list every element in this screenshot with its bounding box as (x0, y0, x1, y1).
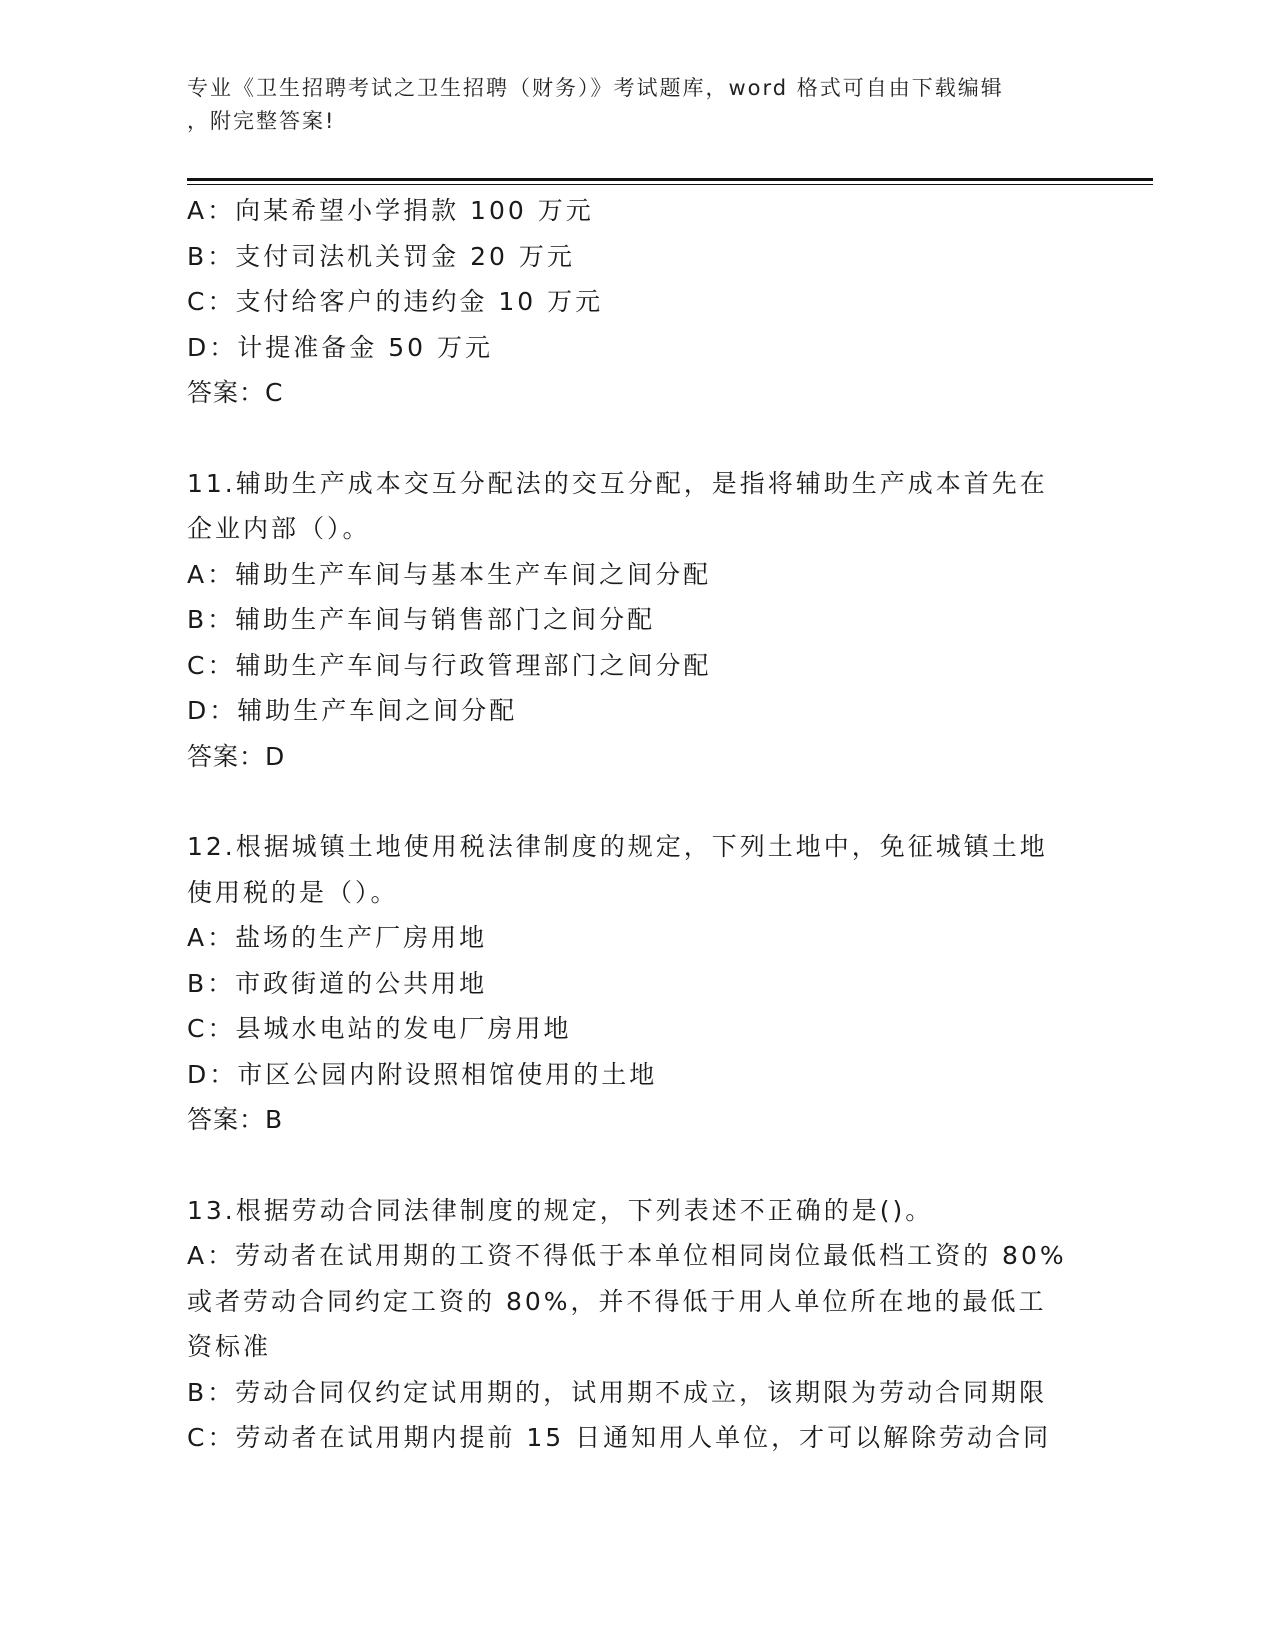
option-a: A：辅助生产车间与基本生产车间之间分配 (187, 559, 712, 589)
option-a-cont: 资标准 (187, 1332, 272, 1361)
question-12 (187, 824, 1087, 1143)
option-a-cont: 或者劳动合同约定工资的 80%，并不得低于用人单位所在地的最低工 (187, 1286, 1047, 1316)
question-13 (187, 1188, 1087, 1461)
spacer (187, 1143, 1087, 1188)
option-d: D：辅助生产车间之间分配 (187, 696, 518, 725)
option-b: B：劳动合同仅约定试用期的，试用期不成立，该期限为劳动合同期限 (187, 1377, 1048, 1407)
option-c: C：支付给客户的违约金 10 万元 (187, 287, 604, 316)
header-rule-thin (187, 184, 1153, 185)
answer: 答案：C (187, 378, 284, 407)
option-b: B：支付司法机关罚金 20 万元 (187, 241, 575, 271)
document-header (187, 72, 1067, 138)
option-b: B：市政街道的公共用地 (187, 968, 488, 998)
question-10 (187, 188, 1087, 416)
question-stem: 12.根据城镇土地使用税法律制度的规定，下列土地中，免征城镇土地 (187, 832, 1048, 861)
option-b: B：辅助生产车间与销售部门之间分配 (187, 605, 656, 634)
option-a: A：劳动者在试用期的工资不得低于本单位相同岗位最低档工资的 80% (187, 1241, 1067, 1270)
question-11 (187, 461, 1087, 780)
option-c: C：辅助生产车间与行政管理部门之间分配 (187, 650, 712, 680)
option-a: A：盐场的生产厂房用地 (187, 923, 488, 952)
question-stem: 11.辅助生产成本交互分配法的交互分配，是指将辅助生产成本首先在 (187, 468, 1048, 498)
question-stem: 13.根据劳动合同法律制度的规定，下列表述不正确的是()。 (187, 1195, 934, 1225)
option-d: D：市区公园内附设照相馆使用的土地 (187, 1059, 658, 1089)
answer: 答案：B (187, 1105, 284, 1134)
option-c: C：劳动者在试用期内提前 15 日通知用人单位，才可以解除劳动合同 (187, 1423, 1052, 1452)
header-line-1: 专业《卫生招聘考试之卫生招聘（财务）》考试题库，word 格式可自由下载编辑 (187, 76, 1004, 100)
answer: 答案：D (187, 741, 286, 771)
question-stem-cont: 企业内部（）。 (187, 514, 371, 543)
question-list (187, 188, 1087, 1461)
option-c: C：县城水电站的发电厂房用地 (187, 1014, 572, 1043)
spacer (187, 779, 1087, 824)
question-stem-cont: 使用税的是（）。 (187, 877, 399, 907)
spacer (187, 416, 1087, 461)
option-a: A：向某希望小学捐款 100 万元 (187, 196, 594, 225)
header-rule-thick (187, 178, 1153, 181)
header-line-2: ，附完整答案! (187, 109, 336, 133)
option-d: D：计提准备金 50 万元 (187, 332, 493, 362)
